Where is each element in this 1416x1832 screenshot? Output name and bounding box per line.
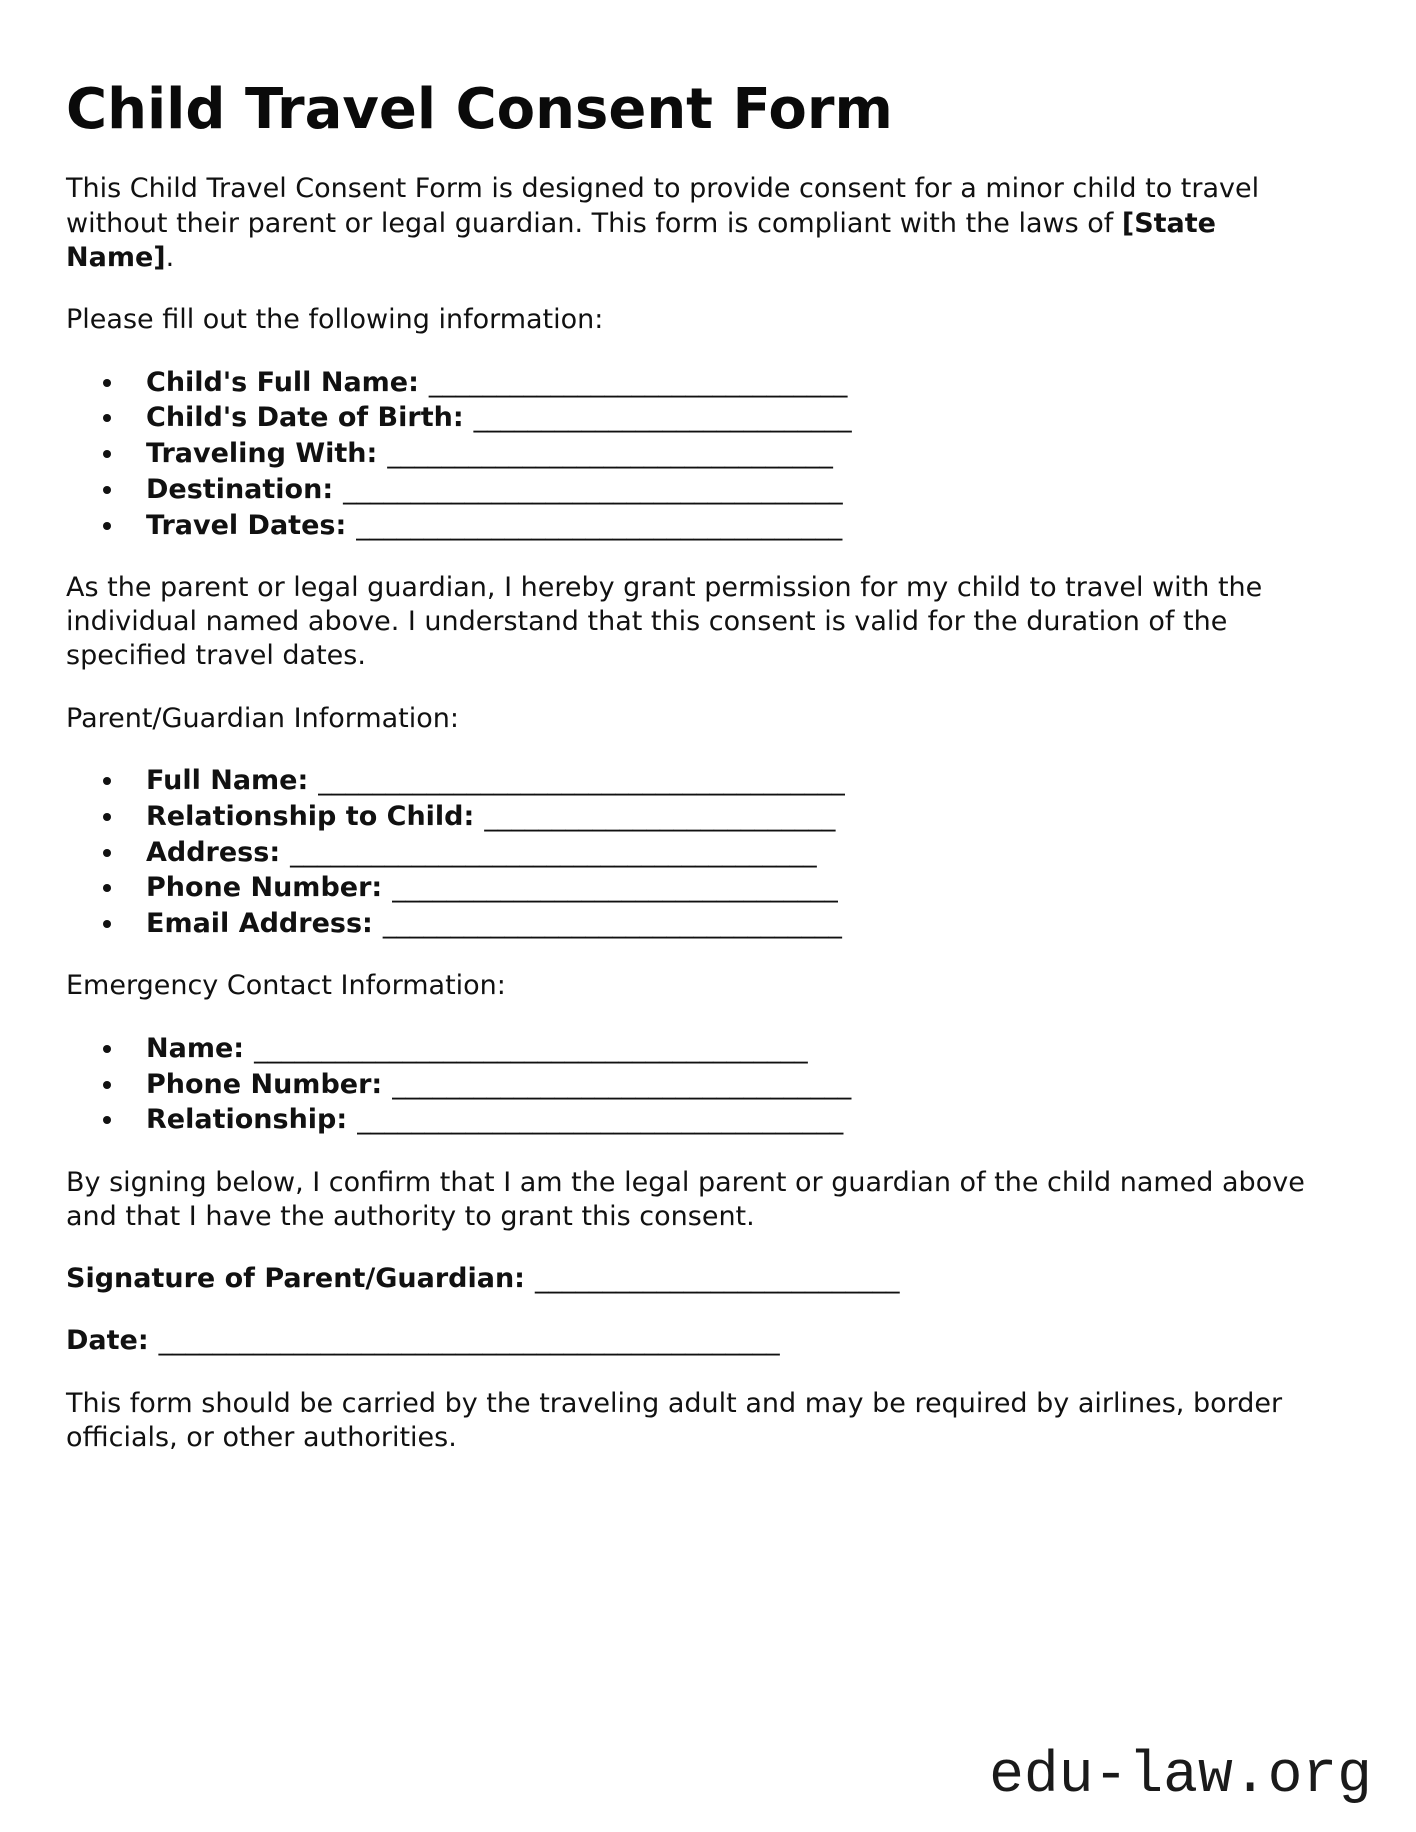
field-label: Destination: bbox=[146, 473, 334, 505]
field-emergency-relationship bbox=[126, 1103, 1328, 1137]
date-line bbox=[66, 1324, 1328, 1358]
blank-line: _________________________________ bbox=[392, 872, 838, 904]
date-label: Date: bbox=[66, 1325, 149, 1357]
site-brand: edu-law.org bbox=[989, 1744, 1372, 1809]
field-full-name bbox=[126, 764, 1328, 798]
field-label: Travel Dates: bbox=[146, 509, 347, 541]
signature-line bbox=[66, 1262, 1328, 1296]
blank-line: ____________________________ bbox=[473, 402, 852, 434]
blank-line: _________________________________ bbox=[387, 438, 833, 470]
blank-line: __________________________________ bbox=[392, 1068, 852, 1100]
signing-paragraph: By signing below, I confirm that I am the legal parent or guardian of the child named above and that I have the authority to grant this consent. bbox=[66, 1166, 1305, 1232]
field-label: Relationship: bbox=[146, 1104, 348, 1136]
field-emergency-phone bbox=[126, 1068, 1328, 1102]
blank-line: __________________________________ bbox=[382, 908, 842, 940]
closing-paragraph: This form should be carried by the traveling adult and may be required by airlines, border officials, or other authorities. bbox=[66, 1387, 1283, 1453]
date-blank-line: ______________________________________________ bbox=[158, 1325, 780, 1357]
blank-line: _______________________________ bbox=[428, 366, 848, 398]
blank-line: _________________________________________ bbox=[254, 1032, 808, 1064]
child-info-list bbox=[66, 366, 1328, 543]
field-destination bbox=[126, 473, 1328, 507]
state-name-placeholder: [State Name] bbox=[66, 207, 1216, 273]
field-childs-date-of-birth bbox=[126, 401, 1328, 435]
field-label: Email Address: bbox=[146, 908, 373, 940]
field-label: Full Name: bbox=[146, 765, 309, 797]
consent-paragraph: As the parent or legal guardian, I hereby grant permission for my child to travel with the individual named above. I understand that this consent is valid for the duration of the specified travel dates. bbox=[66, 571, 1263, 672]
field-address bbox=[126, 836, 1328, 870]
field-label: Child's Date of Birth: bbox=[146, 402, 464, 434]
field-email-address bbox=[126, 907, 1328, 941]
field-label: Address: bbox=[146, 836, 281, 868]
parent-section-heading: Parent/Guardian Information: bbox=[66, 702, 460, 734]
signature-label: Signature of Parent/Guardian: bbox=[66, 1263, 525, 1295]
blank-line: _______________________________________ bbox=[318, 765, 845, 797]
blank-line: _____________________________________ bbox=[343, 473, 843, 505]
field-travel-dates bbox=[126, 509, 1328, 543]
intro-paragraph bbox=[66, 172, 1328, 275]
field-emergency-name bbox=[126, 1032, 1328, 1066]
field-relationship-to-child bbox=[126, 800, 1328, 834]
field-label: Traveling With: bbox=[146, 438, 378, 470]
field-label: Phone Number: bbox=[146, 1068, 383, 1100]
parent-info-list bbox=[66, 764, 1328, 941]
field-label: Child's Full Name: bbox=[146, 366, 419, 398]
emergency-info-list bbox=[66, 1032, 1328, 1138]
page-title: Child Travel Consent Form bbox=[66, 77, 893, 142]
emergency-section-heading: Emergency Contact Information: bbox=[66, 970, 506, 1002]
field-label: Phone Number: bbox=[146, 872, 383, 904]
field-label: Name: bbox=[146, 1032, 245, 1064]
field-childs-full-name bbox=[126, 366, 1328, 400]
signature-blank-line: ___________________________ bbox=[534, 1263, 900, 1295]
intro-text-end: . bbox=[165, 241, 175, 273]
blank-line: _______________________________________ bbox=[290, 836, 817, 868]
blank-line: ____________________________________ bbox=[357, 1104, 844, 1136]
intro-text: This Child Travel Consent Form is designed to provide consent for a minor child to travel without their parent or legal guardian. This form is compliant with the laws of bbox=[66, 173, 1260, 239]
field-label: Relationship to Child: bbox=[146, 800, 475, 832]
field-traveling-with bbox=[126, 437, 1328, 471]
blank-line: __________________________ bbox=[484, 800, 836, 832]
blank-line: ____________________________________ bbox=[356, 509, 843, 541]
fill-prompt: Please fill out the following information: bbox=[66, 304, 604, 336]
field-phone-number bbox=[126, 871, 1328, 905]
